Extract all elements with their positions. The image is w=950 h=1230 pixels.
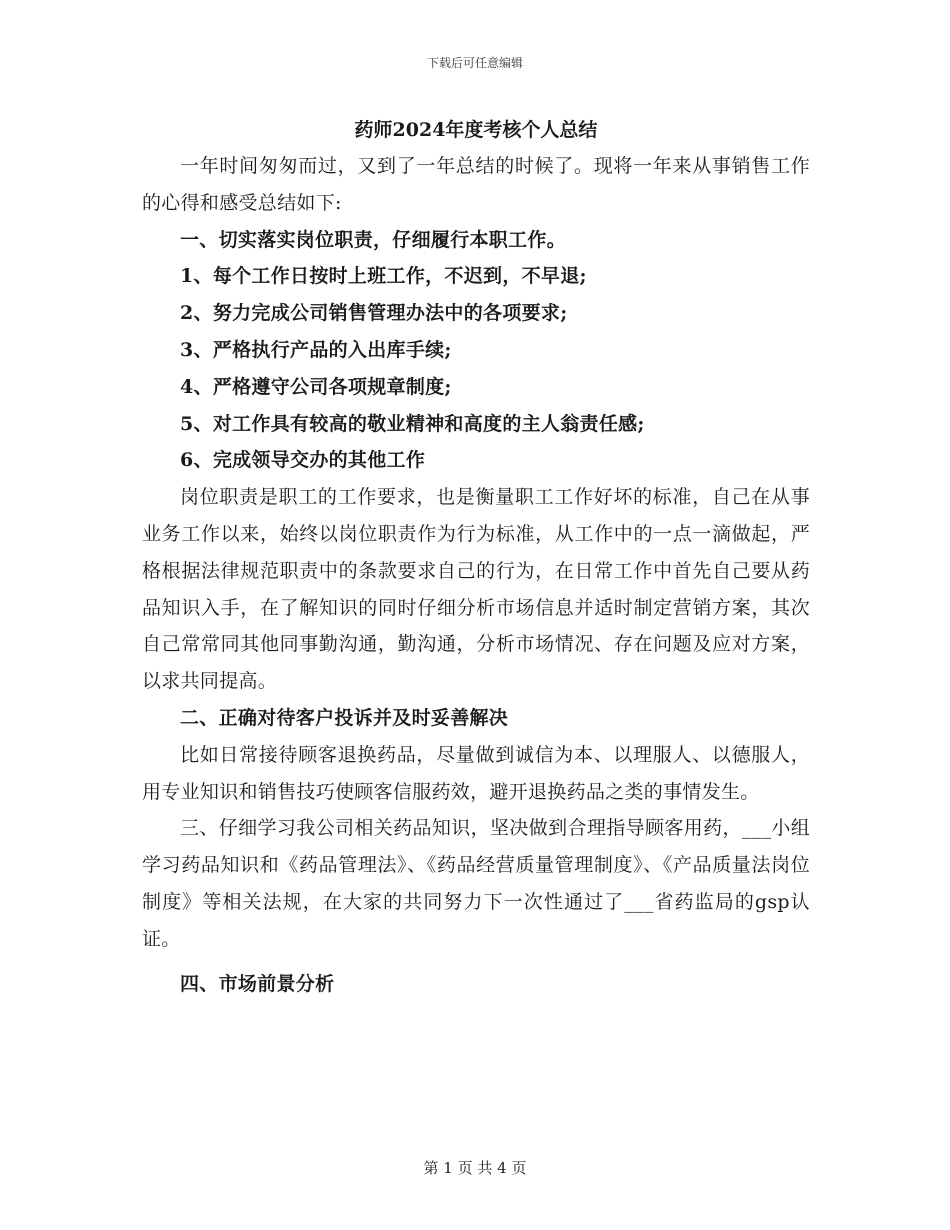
list-item-2: 2、努力完成公司销售管理办法中的各项要求; — [180, 302, 568, 325]
document-body — [142, 112, 810, 1002]
list-item-6: 6、完成领导交办的其他工作 — [180, 449, 426, 472]
page-footer: 第 1 页 共 4 页 — [423, 1159, 527, 1177]
list-item-3: 3、严格执行产品的入出库手续; — [180, 338, 452, 361]
header-note: 下载后可任意编辑 — [426, 56, 523, 70]
paragraph-section-3: 三、仔细学习我公司相关药品知识，坚决做到合理指导顾客用药，___小组学习药品知识和《药品管理法》、《药品经营质量管理制度》、《产品质量法岗位制度》等相关法规，在大家的共同努力下一次性通过了___省药监局的gsp认证。 — [142, 817, 810, 950]
heading-section-1: 一、切实落实岗位职责，仔细履行本职工作。 — [180, 228, 567, 251]
heading-section-4: 四、市场前景分析 — [180, 972, 335, 995]
paragraph-complaints: 比如日常接待顾客退换药品，尽量做到诚信为本、以理服人、以德服人，用专业知识和销售技巧使顾客信服药效，避开退换药品之类的事情发生。 — [142, 743, 810, 803]
heading-section-2: 二、正确对待客户投诉并及时妥善解决 — [180, 706, 509, 729]
list-item-5: 5、对工作具有较高的敬业精神和高度的主人翁责任感; — [180, 412, 645, 435]
document-title: 药师2024年度考核个人总结 — [354, 119, 598, 141]
list-item-4: 4、严格遵守公司各项规章制度; — [180, 375, 452, 398]
list-item-1: 1、每个工作日按时上班工作，不迟到，不早退; — [180, 265, 587, 288]
paragraph-intro: 一年时间匆匆而过，又到了一年总结的时候了。现将一年来从事销售工作的心得和感受总结如下: — [142, 155, 810, 214]
paragraph-job-duties: 岗位职责是职工的工作要求，也是衡量职工工作好坏的标准，自己在从事业务工作以来，始终以岗位职责作为行为标准，从工作中的一点一滴做起，严格根据法律规范职责中的条款要求自己的行为，在日常工作中首先自己要从药品知识入手，在了解知识的同时仔细分析市场信息并适时制定营销方案，其次自己常常同其他同事勤沟通，勤沟通，分析市场情况、存在问题及应对方案，以求共同提高。 — [142, 486, 810, 693]
